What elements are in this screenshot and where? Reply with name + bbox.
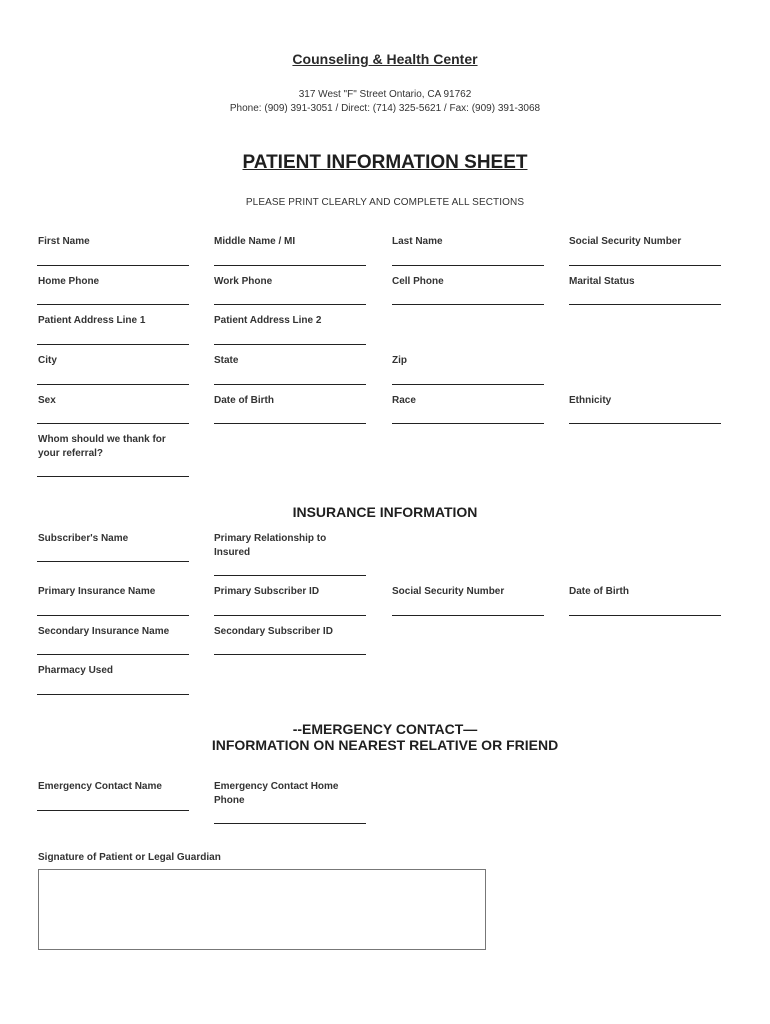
state-label: State (214, 355, 239, 366)
sex-field[interactable] (37, 423, 189, 424)
city-field[interactable] (37, 384, 189, 385)
home-phone-field[interactable] (37, 304, 189, 305)
subscriber-name-label: Subscriber's Name (38, 533, 129, 544)
emergency-contact-phone-label: Emergency Contact Home Phone (214, 781, 339, 806)
emergency-contact-name-label: Emergency Contact Name (38, 781, 162, 792)
cell-phone-field[interactable] (392, 304, 544, 305)
home-phone-label: Home Phone (38, 276, 100, 287)
marital-status-field[interactable] (569, 304, 721, 305)
secondary-subscriber-id-label: Secondary Subscriber ID (214, 626, 333, 637)
signature-box[interactable] (38, 869, 486, 950)
referral-label: Whom should we thank for your referral? (38, 434, 166, 459)
primary-insurance-name-label: Primary Insurance Name (38, 586, 156, 597)
secondary-insurance-name-field[interactable] (37, 654, 189, 655)
insurance-ssn-label: Social Security Number (392, 586, 505, 597)
primary-subscriber-id-label: Primary Subscriber ID (214, 586, 320, 597)
dob-label: Date of Birth (214, 395, 274, 406)
cell-phone-label: Cell Phone (392, 276, 444, 287)
first-name-field[interactable] (37, 265, 189, 266)
emergency-contact-name-field[interactable] (37, 810, 189, 811)
emergency-title-line1: --EMERGENCY CONTACT— (292, 721, 478, 737)
insurance-ssn-field[interactable] (392, 615, 544, 616)
secondary-subscriber-id-field[interactable] (214, 654, 366, 655)
zip-label: Zip (392, 355, 407, 366)
insurance-dob-field[interactable] (569, 615, 721, 616)
middle-name-label: Middle Name / MI (214, 236, 296, 247)
secondary-insurance-name-label: Secondary Insurance Name (38, 626, 170, 637)
last-name-label: Last Name (392, 236, 443, 247)
sex-label: Sex (38, 395, 56, 406)
primary-relationship-field[interactable] (214, 575, 366, 576)
ethnicity-field[interactable] (569, 423, 721, 424)
address2-label: Patient Address Line 2 (214, 315, 322, 326)
insurance-section-title: INSURANCE INFORMATION (292, 504, 478, 520)
state-field[interactable] (214, 384, 366, 385)
form-instructions: PLEASE PRINT CLEARLY AND COMPLETE ALL SECTIONS (245, 197, 525, 208)
pharmacy-field[interactable] (37, 694, 189, 695)
address2-field[interactable] (214, 344, 366, 345)
race-label: Race (392, 395, 416, 406)
subscriber-name-field[interactable] (37, 561, 189, 562)
zip-field[interactable] (392, 384, 544, 385)
referral-field[interactable] (37, 476, 189, 477)
emergency-contact-phone-field[interactable] (214, 823, 366, 824)
insurance-dob-label: Date of Birth (569, 586, 629, 597)
address1-field[interactable] (37, 344, 189, 345)
race-field[interactable] (392, 423, 544, 424)
first-name-label: First Name (38, 236, 90, 247)
dob-field[interactable] (214, 423, 366, 424)
form-title: PATIENT INFORMATION SHEET (242, 152, 528, 173)
org-address: 317 West "F" Street Ontario, CA 91762 (298, 89, 472, 100)
work-phone-field[interactable] (214, 304, 366, 305)
primary-relationship-label: Primary Relationship to Insured (214, 533, 327, 558)
emergency-title-line2: INFORMATION ON NEAREST RELATIVE OR FRIEND (211, 737, 559, 753)
ethnicity-label: Ethnicity (569, 395, 612, 406)
primary-insurance-name-field[interactable] (37, 615, 189, 616)
pharmacy-label: Pharmacy Used (38, 665, 114, 676)
address1-label: Patient Address Line 1 (38, 315, 146, 326)
last-name-field[interactable] (392, 265, 544, 266)
work-phone-label: Work Phone (214, 276, 273, 287)
city-label: City (38, 355, 57, 366)
marital-status-label: Marital Status (569, 276, 635, 287)
ssn-label: Social Security Number (569, 236, 682, 247)
primary-subscriber-id-field[interactable] (214, 615, 366, 616)
org-contact: Phone: (909) 391-3051 / Direct: (714) 325-5621 / Fax: (909) 391-3068 (229, 103, 541, 114)
ssn-field[interactable] (569, 265, 721, 266)
signature-label: Signature of Patient or Legal Guardian (38, 852, 221, 863)
org-name: Counseling & Health Center (292, 51, 478, 67)
middle-name-field[interactable] (214, 265, 366, 266)
